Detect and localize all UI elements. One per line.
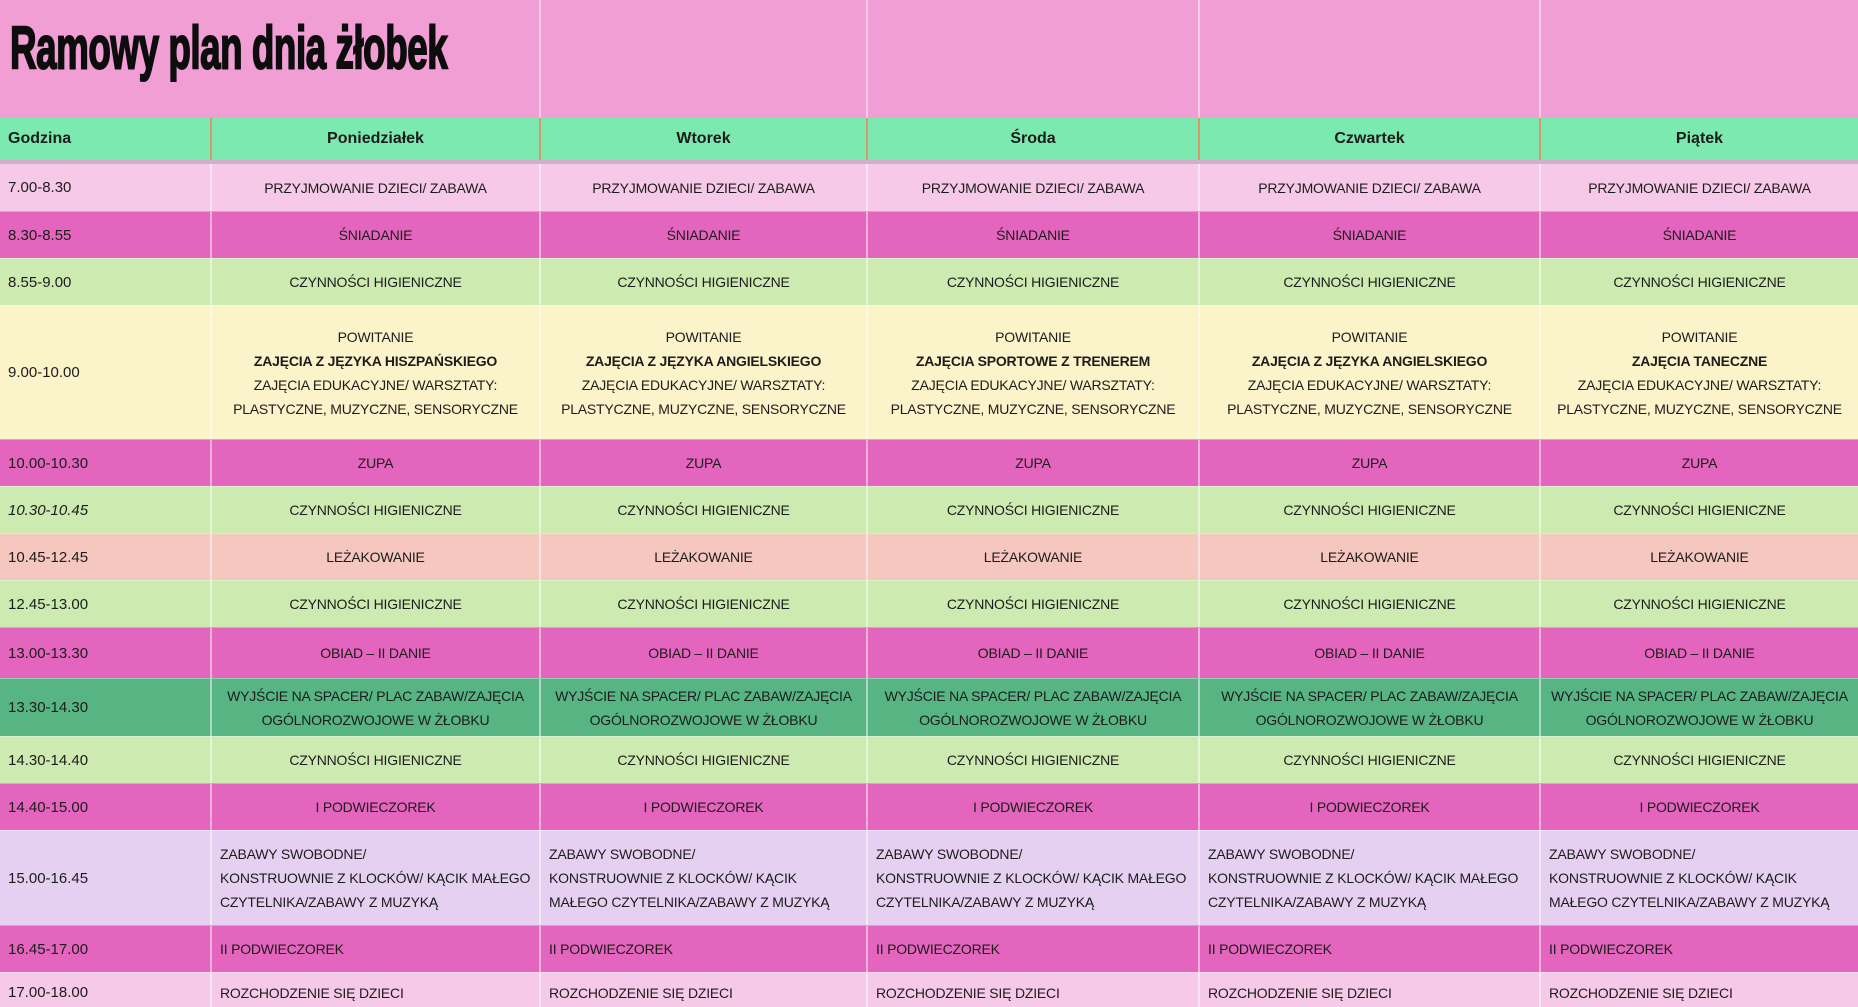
schedule-cell: OBIAD – II DANIE [866,628,1198,678]
schedule-cell: I PODWIECZOREK [539,784,866,830]
cell-line: KONSTRUOWNIE Z KLOCKÓW/ KĄCIK MAŁEGO CZYTELNIKA/ZABAWY Z MUZYKĄ [220,870,531,910]
schedule-cell: WYJŚCIE NA SPACER/ PLAC ZABAW/ZAJĘCIA OGÓLNOROZWOJOWE W ŻŁOBKU [1198,679,1539,736]
schedule-cell: CZYNNOŚCI HIGIENICZNE [866,259,1198,305]
schedule-cell: CZYNNOŚCI HIGIENICZNE [1198,737,1539,783]
schedule-cell: I PODWIECZOREK [210,784,539,830]
schedule-row [0,580,1858,627]
schedule-row [0,305,1858,439]
schedule-cell: PRZYJMOWANIE DZIECI/ ZABAWA [1539,164,1858,211]
schedule-row [0,830,1858,925]
time-cell: 10.45-12.45 [8,548,89,566]
schedule-cell: II PODWIECZOREK [1539,926,1858,972]
schedule-row [0,783,1858,830]
schedule-cell [866,831,1198,925]
schedule-cell: ROZCHODZENIE SIĘ DZIECI [1539,973,1858,1007]
cell-line: ZABAWY SWOBODNE/ [876,846,1023,862]
schedule-cell: PRZYJMOWANIE DZIECI/ ZABAWA [210,164,539,211]
schedule-cell: CZYNNOŚCI HIGIENICZNE [866,487,1198,533]
schedule-cell: LEŻAKOWANIE [539,534,866,580]
schedule-row [0,533,1858,580]
cell-line: PLASTYCZNE, MUZYCZNE, SENSORYCZNE [233,400,518,417]
table-header [0,118,1858,164]
schedule-cell: LEŻAKOWANIE [210,534,539,580]
schedule-cell: ŚNIADANIE [1539,212,1858,258]
schedule-cell [1198,831,1539,925]
schedule-cell: CZYNNOŚCI HIGIENICZNE [539,581,866,627]
cell-line: ZAJĘCIA EDUKACYJNE/ WARSZTATY: [1247,376,1492,393]
cell-line: ZAJĘCIA EDUKACYJNE/ WARSZTATY: [1577,376,1822,393]
schedule-cell: II PODWIECZOREK [539,926,866,972]
time-cell: 14.40-15.00 [8,798,89,816]
cell-line: KONSTRUOWNIE Z KLOCKÓW/ KĄCIK MAŁEGO CZYTELNIKA/ZABAWY Z MUZYKĄ [876,870,1187,910]
schedule-cell: ROZCHODZENIE SIĘ DZIECI [539,973,866,1007]
schedule-cell: ROZCHODZENIE SIĘ DZIECI [1198,973,1539,1007]
column-header-czwartek: Czwartek [1198,118,1539,160]
schedule-cell [1198,306,1539,439]
cell-line: ZAJĘCIA EDUKACYJNE/ WARSZTATY: [581,376,826,393]
column-header-wtorek: Wtorek [539,118,866,160]
schedule-cell: LEŻAKOWANIE [866,534,1198,580]
column-header-piatek: Piątek [1539,118,1858,160]
time-cell: 8.55-9.00 [8,273,72,291]
cell-line: ZAJĘCIA Z JĘZYKA ANGIELSKIEGO [1251,352,1488,369]
time-cell: 7.00-8.30 [8,179,72,196]
schedule-row [0,736,1858,783]
cell-line: KONSTRUOWNIE Z KLOCKÓW/ KĄCIK MAŁEGO CZYTELNIKA/ZABAWY Z MUZYKĄ [1549,870,1830,910]
schedule-row [0,211,1858,258]
schedule-cell: LEŻAKOWANIE [1539,534,1858,580]
schedule-cell: CZYNNOŚCI HIGIENICZNE [866,737,1198,783]
time-cell: 10.00-10.30 [8,454,89,472]
schedule-cell [539,306,866,439]
cell-line: ZABAWY SWOBODNE/ [1549,846,1696,862]
cell-line: ZABAWY SWOBODNE/ [220,846,367,862]
schedule-cell: ZUPA [1539,440,1858,486]
title-band [0,0,1858,118]
schedule-cell: I PODWIECZOREK [1539,784,1858,830]
schedule-cell: PRZYJMOWANIE DZIECI/ ZABAWA [1198,164,1539,211]
schedule-cell: WYJŚCIE NA SPACER/ PLAC ZABAW/ZAJĘCIA OGÓLNOROZWOJOWE W ŻŁOBKU [1539,679,1858,736]
cell-line: POWITANIE [665,328,742,345]
time-cell: 15.00-16.45 [8,869,89,887]
schedule-cell [210,306,539,439]
time-cell: 14.30-14.40 [8,751,89,769]
schedule-cell: ŚNIADANIE [1198,212,1539,258]
schedule-row [0,439,1858,486]
schedule-cell: CZYNNOŚCI HIGIENICZNE [1198,259,1539,305]
schedule-cell: CZYNNOŚCI HIGIENICZNE [210,581,539,627]
schedule-cell [1539,831,1858,925]
time-cell: 12.45-13.00 [8,595,89,613]
schedule-cell: CZYNNOŚCI HIGIENICZNE [210,737,539,783]
schedule-cell: ROZCHODZENIE SIĘ DZIECI [866,973,1198,1007]
schedule-row [0,972,1858,1007]
schedule-cell: CZYNNOŚCI HIGIENICZNE [539,259,866,305]
grid-line [539,0,541,118]
schedule-cell: ROZCHODZENIE SIĘ DZIECI [210,973,539,1007]
schedule-cell: LEŻAKOWANIE [1198,534,1539,580]
schedule-cell: II PODWIECZOREK [866,926,1198,972]
schedule-cell: CZYNNOŚCI HIGIENICZNE [1539,487,1858,533]
cell-line: POWITANIE [1661,328,1738,345]
schedule-cell: WYJŚCIE NA SPACER/ PLAC ZABAW/ZAJĘCIA OGÓLNOROZWOJOWE W ŻŁOBKU [539,679,866,736]
cell-line: ZABAWY SWOBODNE/ [1208,846,1355,862]
schedule-cell: ŚNIADANIE [866,212,1198,258]
cell-line: PLASTYCZNE, MUZYCZNE, SENSORYCZNE [561,400,846,417]
time-cell: 13.00-13.30 [8,644,89,662]
grid-line [1539,0,1541,118]
time-cell: 13.30-14.30 [8,699,89,716]
time-cell: 9.00-10.00 [8,364,80,381]
time-cell: 17.00-18.00 [8,984,89,1001]
cell-line: ZAJĘCIA EDUKACYJNE/ WARSZTATY: [911,376,1155,393]
cell-line: KONSTRUOWNIE Z KLOCKÓW/ KĄCIK MAŁEGO CZYTELNIKA/ZABAWY Z MUZYKĄ [1208,870,1519,910]
schedule-cell: PRZYJMOWANIE DZIECI/ ZABAWA [539,164,866,211]
cell-line: PLASTYCZNE, MUZYCZNE, SENSORYCZNE [1227,400,1512,417]
schedule-cell: WYJŚCIE NA SPACER/ PLAC ZABAW/ZAJĘCIA OGÓLNOROZWOJOWE W ŻŁOBKU [210,679,539,736]
schedule-cell: II PODWIECZOREK [210,926,539,972]
schedule-cell: OBIAD – II DANIE [539,628,866,678]
cell-line: KONSTRUOWNIE Z KLOCKÓW/ KĄCIK MAŁEGO CZYTELNIKA/ZABAWY Z MUZYKĄ [549,870,830,910]
schedule-cell: CZYNNOŚCI HIGIENICZNE [539,737,866,783]
schedule-cell: WYJŚCIE NA SPACER/ PLAC ZABAW/ZAJĘCIA OGÓLNOROZWOJOWE W ŻŁOBKU [866,679,1198,736]
grid-line [866,0,868,118]
schedule-row [0,678,1858,736]
schedule-cell: CZYNNOŚCI HIGIENICZNE [1539,737,1858,783]
schedule-cell [539,831,866,925]
schedule-row [0,925,1858,972]
schedule-row [0,627,1858,678]
schedule-cell [866,306,1198,439]
column-header-sroda: Środa [866,118,1198,160]
schedule-body [0,164,1858,1007]
schedule-cell: OBIAD – II DANIE [210,628,539,678]
schedule-cell: CZYNNOŚCI HIGIENICZNE [210,487,539,533]
schedule-cell: I PODWIECZOREK [866,784,1198,830]
schedule-cell: ŚNIADANIE [539,212,866,258]
schedule-cell: OBIAD – II DANIE [1539,628,1858,678]
schedule-cell: CZYNNOŚCI HIGIENICZNE [1539,259,1858,305]
schedule-cell: CZYNNOŚCI HIGIENICZNE [539,487,866,533]
page-title: Ramowy plan dnia żłobek [10,16,448,82]
schedule-cell: I PODWIECZOREK [1198,784,1539,830]
schedule-cell: ZUPA [866,440,1198,486]
schedule-cell: PRZYJMOWANIE DZIECI/ ZABAWA [866,164,1198,211]
cell-line: PLASTYCZNE, MUZYCZNE, SENSORYCZNE [890,400,1176,417]
cell-line: ZAJĘCIA SPORTOWE Z TRENEREM [915,352,1151,369]
time-cell: 8.30-8.55 [8,226,72,244]
schedule-cell: CZYNNOŚCI HIGIENICZNE [1198,581,1539,627]
time-cell: 16.45-17.00 [8,940,89,958]
cell-line: POWITANIE [337,328,414,345]
schedule-cell: CZYNNOŚCI HIGIENICZNE [1198,487,1539,533]
cell-line: ZAJĘCIA Z JĘZYKA HISZPAŃSKIEGO [253,352,498,369]
schedule-cell: II PODWIECZOREK [1198,926,1539,972]
schedule-cell: ZUPA [539,440,866,486]
column-header-poniedzialek: Poniedziałek [210,118,539,160]
schedule-row [0,486,1858,533]
time-cell: 10.30-10.45 [8,501,89,519]
cell-line: ZAJĘCIA EDUKACYJNE/ WARSZTATY: [253,376,498,393]
schedule-cell: OBIAD – II DANIE [1198,628,1539,678]
cell-line: PLASTYCZNE, MUZYCZNE, SENSORYCZNE [1557,400,1842,417]
column-header-godzina: Godzina [8,130,72,147]
schedule-cell: ZUPA [210,440,539,486]
cell-line: POWITANIE [1331,328,1408,345]
schedule-cell: ZUPA [1198,440,1539,486]
cell-line: ZAJĘCIA TANECZNE [1631,352,1768,369]
schedule-cell: CZYNNOŚCI HIGIENICZNE [866,581,1198,627]
schedule-cell: CZYNNOŚCI HIGIENICZNE [1539,581,1858,627]
cell-line: ZAJĘCIA Z JĘZYKA ANGIELSKIEGO [585,352,822,369]
schedule-cell [210,831,539,925]
cell-line: ZABAWY SWOBODNE/ [549,846,696,862]
schedule-row [0,164,1858,211]
schedule-row [0,258,1858,305]
schedule-cell [1539,306,1858,439]
schedule-cell: ŚNIADANIE [210,212,539,258]
schedule-cell: CZYNNOŚCI HIGIENICZNE [210,259,539,305]
cell-line: POWITANIE [995,328,1071,345]
grid-line [1198,0,1200,118]
